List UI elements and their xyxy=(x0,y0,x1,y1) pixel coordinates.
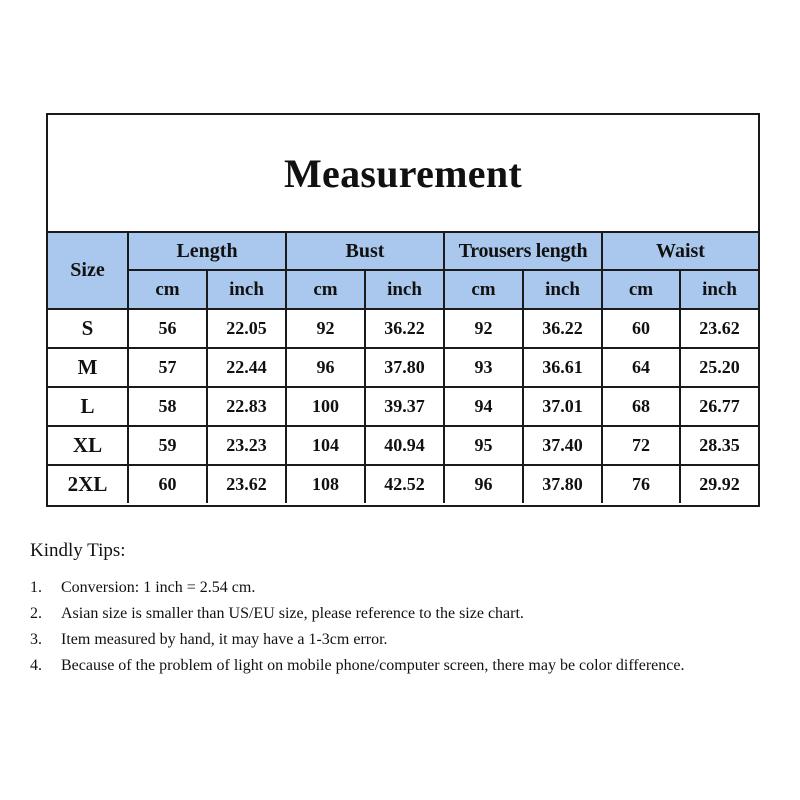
table-cell: 76 xyxy=(602,465,680,503)
trousers-length-header: Trousers length xyxy=(444,233,602,270)
table-cell: 104 xyxy=(286,426,365,465)
table-cell: 96 xyxy=(286,348,365,387)
unit-header: cm xyxy=(444,270,523,309)
tip-number: 2. xyxy=(30,605,42,622)
unit-header: inch xyxy=(365,270,444,309)
table-cell: 57 xyxy=(128,348,207,387)
table-cell: 22.05 xyxy=(207,309,286,348)
table-cell: 95 xyxy=(444,426,523,465)
tips-list xyxy=(30,575,775,679)
table-cell: 92 xyxy=(444,309,523,348)
tip-text: Asian size is smaller than US/EU size, please reference to the size chart. xyxy=(61,605,524,622)
table-row xyxy=(48,309,758,348)
table-cell: 60 xyxy=(128,465,207,503)
size-cell: M xyxy=(48,348,128,387)
tip-number: 4. xyxy=(30,657,42,674)
waist-header: Waist xyxy=(602,233,758,270)
length-header: Length xyxy=(128,233,286,270)
list-item xyxy=(30,575,775,601)
size-cell: L xyxy=(48,387,128,426)
table-cell: 58 xyxy=(128,387,207,426)
table-cell: 72 xyxy=(602,426,680,465)
table-cell: 36.22 xyxy=(523,309,602,348)
size-table xyxy=(48,233,758,503)
unit-header: cm xyxy=(602,270,680,309)
table-cell: 94 xyxy=(444,387,523,426)
tip-text: Item measured by hand, it may have a 1-3cm error. xyxy=(61,631,388,648)
unit-header: cm xyxy=(286,270,365,309)
table-cell: 37.80 xyxy=(523,465,602,503)
table-cell: 37.40 xyxy=(523,426,602,465)
table-cell: 60 xyxy=(602,309,680,348)
table-cell: 108 xyxy=(286,465,365,503)
table-cell: 36.22 xyxy=(365,309,444,348)
unit-header: inch xyxy=(680,270,758,309)
table-cell: 25.20 xyxy=(680,348,758,387)
table-row xyxy=(48,387,758,426)
table-cell: 29.92 xyxy=(680,465,758,503)
list-item xyxy=(30,627,775,653)
size-cell: S xyxy=(48,309,128,348)
chart-title: Measurement xyxy=(48,115,758,233)
unit-header: inch xyxy=(207,270,286,309)
table-cell: 23.62 xyxy=(207,465,286,503)
unit-header: inch xyxy=(523,270,602,309)
table-cell: 96 xyxy=(444,465,523,503)
table-row xyxy=(48,426,758,465)
tip-text: Conversion: 1 inch = 2.54 cm. xyxy=(61,579,256,596)
table-cell: 68 xyxy=(602,387,680,426)
table-cell: 28.35 xyxy=(680,426,758,465)
table-cell: 93 xyxy=(444,348,523,387)
list-item xyxy=(30,653,775,679)
size-column-header: Size xyxy=(48,233,128,309)
table-cell: 56 xyxy=(128,309,207,348)
tips-title: Kindly Tips: xyxy=(30,540,126,561)
kindly-tips xyxy=(30,540,775,679)
unit-header: cm xyxy=(128,270,207,309)
table-cell: 37.80 xyxy=(365,348,444,387)
table-cell: 64 xyxy=(602,348,680,387)
table-cell: 23.62 xyxy=(680,309,758,348)
table-cell: 59 xyxy=(128,426,207,465)
table-cell: 42.52 xyxy=(365,465,444,503)
table-cell: 100 xyxy=(286,387,365,426)
table-cell: 37.01 xyxy=(523,387,602,426)
table-cell: 26.77 xyxy=(680,387,758,426)
table-cell: 22.83 xyxy=(207,387,286,426)
table-cell: 36.61 xyxy=(523,348,602,387)
table-cell: 39.37 xyxy=(365,387,444,426)
tip-number: 3. xyxy=(30,631,42,648)
list-item xyxy=(30,601,775,627)
bust-header: Bust xyxy=(286,233,444,270)
size-cell: 2XL xyxy=(48,465,128,503)
tip-number: 1. xyxy=(30,579,42,596)
table-cell: 23.23 xyxy=(207,426,286,465)
table-row xyxy=(48,465,758,503)
table-cell: 92 xyxy=(286,309,365,348)
size-chart xyxy=(46,113,760,507)
size-cell: XL xyxy=(48,426,128,465)
table-cell: 22.44 xyxy=(207,348,286,387)
table-cell: 40.94 xyxy=(365,426,444,465)
tip-text: Because of the problem of light on mobile phone/computer screen, there may be color difference. xyxy=(61,657,685,674)
table-row xyxy=(48,348,758,387)
